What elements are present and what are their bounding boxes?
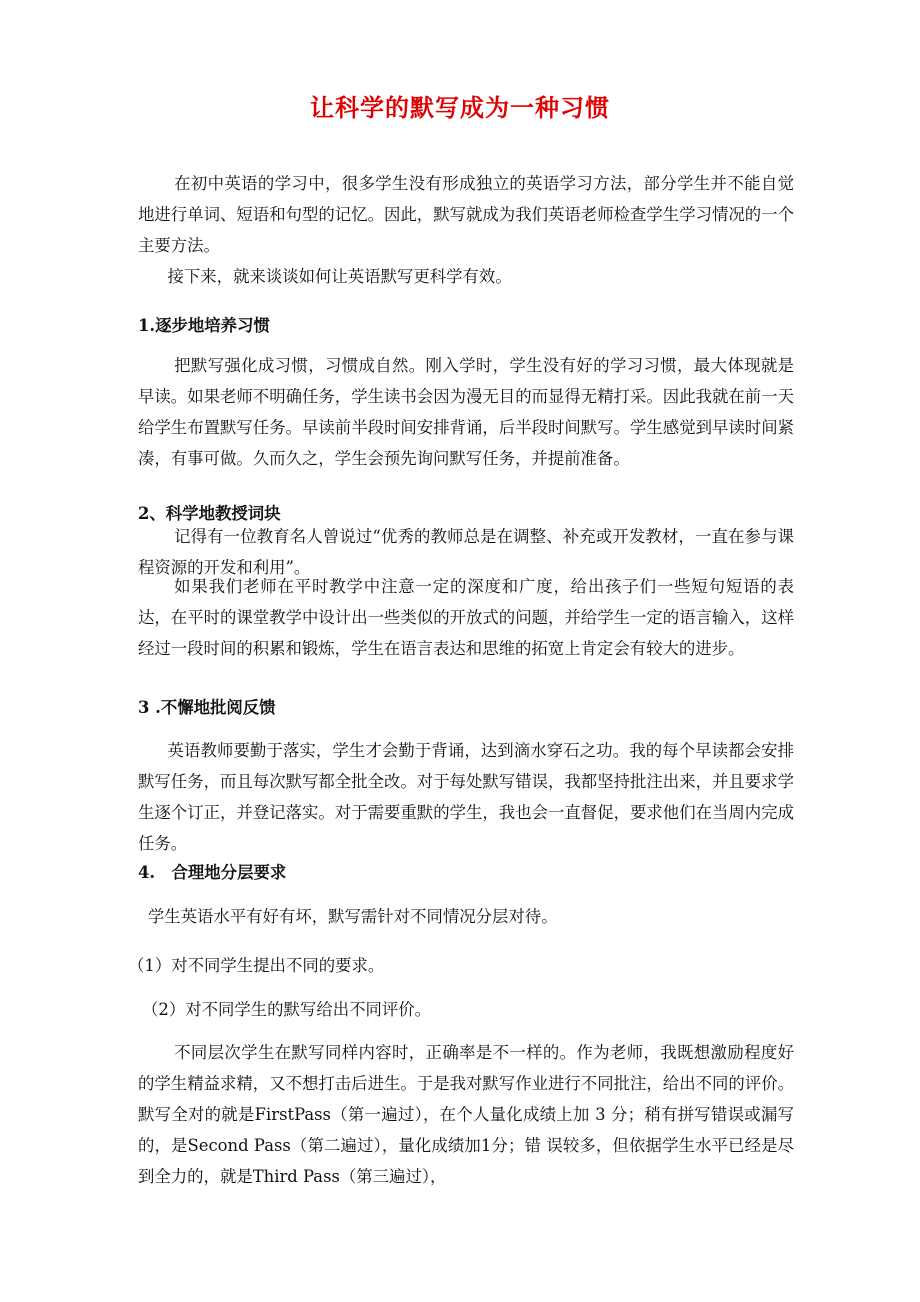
section-4-item-1: （1）对不同学生提出不同的要求。: [128, 956, 385, 975]
section-4-intro: 学生英语水平有好有坏，默写需针对不同情况分层对待。: [147, 907, 558, 926]
section-4-heading: 4. 合理地分层要求: [138, 863, 287, 882]
document-title: 让科学的默写成为一种习惯: [310, 93, 610, 122]
section-4-item-2: （2）对不同学生的默写给出不同评价。: [142, 1000, 432, 1019]
section-4-paragraph: 不同层次学生在默写同样内容时，正确率是不一样的。作为老师，我既想激励程度好的学生精益求精，又不想打击后进生。于是我对默写作业进行不同批注，给出不同的评价。默写全对的就是FirstPass（第一遍过），在个人量化成绩上加 3 分；稍有拼写错误或漏写的，是Second Pass（第二遍过），量化成绩加1分；错 误较多，但依据学生水平已经是尽到全力的，就是Third Pass（第三遍过），: [138, 1043, 794, 1186]
section-2-heading: 2、科学地教授词块: [138, 504, 281, 523]
section-3-paragraph: 英语教师要勤于落实，学生才会勤于背诵，达到滴水穿石之功。我的每个早读都会安排默写任务，而且每次默写都全批全改。对于每处默写错误，我都坚持批注出来，并且要求学生逐个订正，并登记落实。对于需要重默的学生，我也会一直督促，要求他们在当周内完成任务。: [138, 741, 794, 853]
intro-transition: 接下来，就来谈谈如何让英语默写更科学有效。: [167, 267, 512, 286]
section-1-heading: 1.逐步地培养习惯: [138, 316, 270, 335]
section-2-paragraph-1: 记得有一位教育名人曾说过“优秀的教师总是在调整、补充或开发教材，一直在参与课程资源的开发和利用”。: [138, 527, 794, 577]
section-2-paragraph-2: 如果我们老师在平时教学中注意一定的深度和广度，给出孩子们一些短句短语的表达，在平时的课堂教学中设计出一些类似的开放式的问题，并给学生一定的语言输入，这样经过一段时间的积累和锻炼，学生在语言表达和思维的拓宽上肯定会有较大的进步。: [138, 577, 794, 658]
section-3-heading: 3 .不懈地批阅反馈: [138, 698, 276, 717]
intro-paragraph: 在初中英语的学习中，很多学生没有形成独立的英语学习方法，部分学生并不能自觉地进行单词、短语和句型的记忆。因此，默写就成为我们英语老师检查学生学习情况的一个主要方法。: [138, 174, 794, 255]
section-1-paragraph: 把默写强化成习惯，习惯成自然。刚入学时，学生没有好的学习习惯，最大体现就是早读。如果老师不明确任务，学生读书会因为漫无目的而显得无精打采。因此我就在前一天给学生布置默写任务。早读前半段时间安排背诵，后半段时间默写。学生感觉到早读时间紧凑，有事可做。久而久之，学生会预先询问默写任务，并提前准备。: [138, 356, 794, 468]
